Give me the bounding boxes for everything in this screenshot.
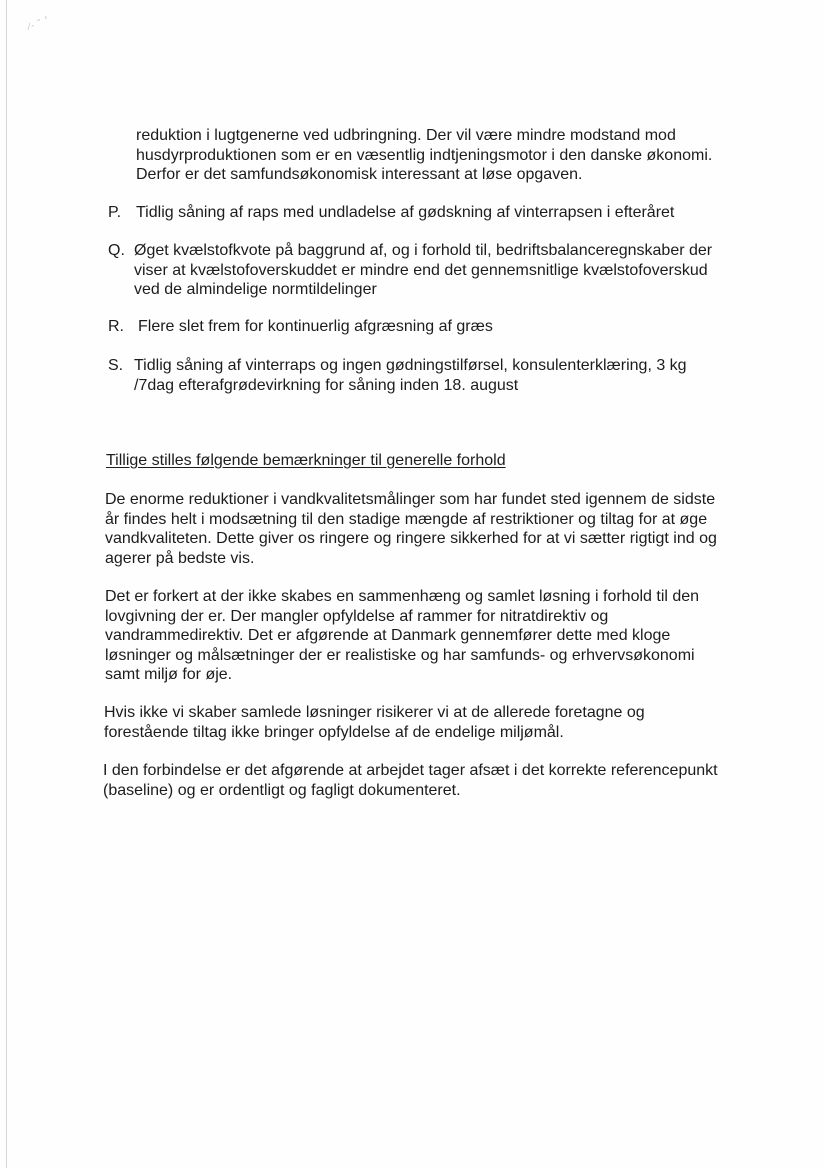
text-line: Det er forkert at der ikke skabes en sammenhæng og samlet løsning i forhold til den — [105, 588, 700, 605]
item-letter-r: R. — [108, 318, 124, 335]
text-line: Derfor er det samfundsøkonomisk interessant at løse opgaven. — [136, 166, 583, 183]
item-letter-q: Q. — [108, 242, 125, 259]
item-s-text — [134, 356, 687, 395]
continuation-paragraph — [136, 126, 712, 185]
text-line: løsninger og målsætninger der er realistiske og har samfunds- og erhvervsøkonomi — [105, 646, 695, 664]
paragraph-1 — [105, 490, 717, 568]
text-line: forestående tiltag ikke bringer opfyldelse af de endelige miljømål. — [104, 723, 564, 741]
text-line: år findes helt i modsætning til den stadige mængde af restriktioner og tiltag for at øge — [105, 510, 708, 528]
text-line: Tidlig såning af raps med undladelse af gødskning af vinterrapsen i efteråret — [136, 204, 675, 221]
text-line: lovgivning der er. Der mangler opfyldelse af rammer for nitratdirektiv og — [105, 607, 609, 625]
item-r-text — [138, 317, 493, 337]
text-line: (baseline) og er ordentligt og fagligt dokumenteret. — [103, 781, 461, 799]
text-line: De enorme reduktioner i vandkvalitetsmålinger som har fundet sted igennem de sidste — [105, 491, 716, 508]
text-line: viser at kvælstofoverskuddet er mindre end det gennemsnitlige kvælstofoverskud — [134, 261, 708, 279]
item-letter-p: P. — [108, 204, 122, 221]
text-line: husdyrproduktionen som er en væsentlig indtjeningsmotor i den danske økonomi. — [136, 146, 713, 164]
item-q-text — [134, 241, 712, 300]
text-line: Hvis ikke vi skaber samlede løsninger risikerer vi at de allerede foretagne og — [104, 704, 645, 721]
item-p-text — [136, 203, 674, 223]
text-line: I den forbindelse er det afgørende at arbejdet tager afsæt i det korrekte referencepunkt — [103, 762, 718, 779]
text-line: vandkvaliteten. Dette giver os ringere og ringere sikkerhed for at vi sætter rigtigt ind og — [105, 530, 717, 547]
text-line: Øget kvælstofkvote på baggrund af, og i forhold til, bedriftsbalanceregnskaber der — [134, 242, 713, 259]
text-line: samt miljø for øje. — [105, 666, 233, 683]
paragraph-2 — [105, 587, 699, 685]
paragraph-4 — [103, 761, 718, 800]
text-line: agerer på bedste vis. — [105, 549, 255, 567]
scan-corner-mark: ⁄‑ ˜ ׳ — [26, 14, 51, 32]
item-letter-s: S. — [108, 357, 124, 374]
section-heading: Tillige stilles følgende bemærkninger til generelle forhold — [106, 452, 506, 469]
text-line: Flere slet frem for kontinuerlig afgræsning af græs — [138, 318, 493, 335]
text-line: ved de almindelige normtildelinger — [134, 281, 377, 298]
text-line: Tidlig såning af vinterraps og ingen gødningstilførsel, konsulenterklæring, 3 kg — [134, 357, 687, 374]
text-line: vandrammedirektiv. Det er afgørende at Danmark gennemfører dette med kloge — [105, 627, 671, 644]
paragraph-3 — [104, 703, 645, 742]
text-line: reduktion i lugtgenerne ved udbringning. Der vil være mindre modstand mod — [136, 127, 676, 144]
scan-edge-line — [6, 0, 7, 1168]
text-line: /7dag efterafgrødevirkning for såning inden 18. august — [134, 376, 519, 394]
